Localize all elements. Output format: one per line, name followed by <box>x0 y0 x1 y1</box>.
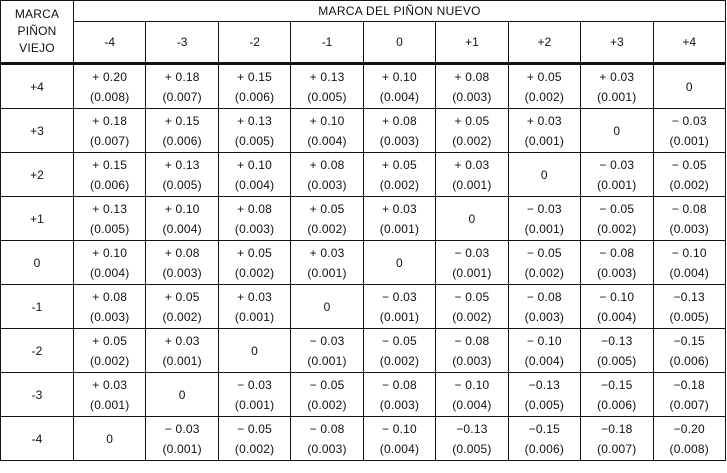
cell-mm-value: 0 <box>613 123 621 138</box>
table-row <box>1 373 726 417</box>
cell-mm-value: − 0.03 <box>599 157 635 172</box>
cell-inch-value: (0.002) <box>90 353 130 368</box>
table-cell <box>653 285 726 329</box>
cell-inch-value: (0.003) <box>597 265 637 280</box>
row-header: +1 <box>1 197 74 241</box>
cell-mm-value: + 0.13 <box>164 157 200 172</box>
cell-inch-value: (0.003) <box>90 309 130 324</box>
cell-inch-value: (0.004) <box>234 177 275 192</box>
cell-inch-value: (0.001) <box>234 397 275 412</box>
cell-mm-value: + 0.03 <box>454 157 490 172</box>
cell-mm-value: + 0.08 <box>92 289 128 304</box>
cell-inch-value: (0.006) <box>524 441 565 456</box>
table-cell <box>291 197 363 241</box>
cell-mm-value: + 0.18 <box>164 69 200 84</box>
table-cell <box>363 241 435 285</box>
table-cell <box>291 417 363 461</box>
cell-inch-value: (0.001) <box>379 221 420 236</box>
table-cell <box>218 285 290 329</box>
cell-mm-value: − 0.05 <box>671 157 707 172</box>
cell-mm-value: + 0.05 <box>92 333 128 348</box>
cell-mm-value: + 0.03 <box>92 377 128 392</box>
table-row <box>1 241 726 285</box>
cell-inch-value: (0.004) <box>162 221 202 236</box>
table-cell <box>581 197 653 241</box>
cell-inch-value: (0.005) <box>597 353 637 368</box>
table-body <box>1 64 726 461</box>
cell-mm-value: + 0.08 <box>382 113 417 128</box>
column-header: +3 <box>581 22 653 64</box>
cell-inch-value: (0.001) <box>524 221 565 236</box>
table-cell <box>581 417 653 461</box>
cell-inch-value: (0.007) <box>90 133 130 148</box>
cell-mm-value: −0.15 <box>601 377 633 392</box>
table-row <box>1 109 726 153</box>
cell-inch-value: (0.001) <box>452 265 492 280</box>
cell-inch-value: (0.003) <box>524 309 565 324</box>
table-cell <box>653 197 726 241</box>
table-cell <box>653 109 726 153</box>
cell-inch-value: (0.001) <box>669 133 709 148</box>
table-cell <box>653 241 726 285</box>
cell-mm-value: 0 <box>178 387 186 402</box>
table-row <box>1 329 726 373</box>
cell-inch-value: (0.008) <box>90 89 130 104</box>
table-cell <box>146 197 218 241</box>
row-header: 0 <box>1 241 74 285</box>
cell-inch-value: (0.005) <box>524 397 565 412</box>
table-title: MARCA DEL PIÑON NUEVO <box>74 1 726 22</box>
column-header: +1 <box>436 22 508 64</box>
table-cell <box>146 285 218 329</box>
table-cell <box>581 241 653 285</box>
table-cell <box>363 417 435 461</box>
table-cell <box>291 153 363 197</box>
cell-mm-value: − 0.10 <box>382 421 417 436</box>
cell-inch-value: (0.001) <box>452 177 492 192</box>
cell-mm-value: 0 <box>396 255 403 270</box>
cell-inch-value: (0.004) <box>90 265 130 280</box>
table-cell <box>436 64 508 109</box>
column-header-row <box>1 22 726 64</box>
table-row <box>1 64 726 109</box>
cell-mm-value: + 0.08 <box>237 201 273 216</box>
table-cell <box>508 153 580 197</box>
cell-inch-value: (0.002) <box>234 441 275 456</box>
cell-inch-value: (0.002) <box>162 309 202 324</box>
table-cell <box>291 373 363 417</box>
column-header: -3 <box>146 22 218 64</box>
row-header: -3 <box>1 373 74 417</box>
column-header: -4 <box>74 22 146 64</box>
table-cell <box>291 241 363 285</box>
cell-mm-value: 0 <box>468 211 476 226</box>
table-cell <box>218 417 290 461</box>
cell-mm-value: − 0.03 <box>309 333 345 348</box>
cell-inch-value: (0.001) <box>379 309 420 324</box>
cell-inch-value: (0.002) <box>234 265 275 280</box>
row-header: +3 <box>1 109 74 153</box>
cell-mm-value: − 0.05 <box>454 289 490 304</box>
table-cell <box>218 329 290 373</box>
cell-inch-value: (0.003) <box>452 89 492 104</box>
table-cell <box>436 417 508 461</box>
cell-mm-value: + 0.15 <box>164 113 200 128</box>
table-cell <box>74 417 146 461</box>
table-row <box>1 417 726 461</box>
table-cell <box>218 197 290 241</box>
cell-inch-value: (0.002) <box>452 309 492 324</box>
cell-mm-value: − 0.08 <box>382 377 417 392</box>
cell-mm-value: + 0.15 <box>237 69 273 84</box>
cell-inch-value: (0.003) <box>307 177 347 192</box>
cell-inch-value: (0.006) <box>669 353 709 368</box>
cell-mm-value: + 0.10 <box>92 245 128 260</box>
cell-inch-value: (0.001) <box>90 397 130 412</box>
cell-inch-value: (0.002) <box>307 221 347 236</box>
cell-inch-value: (0.004) <box>379 89 420 104</box>
cell-inch-value: (0.001) <box>162 353 202 368</box>
corner-line-1: MARCA <box>14 7 60 21</box>
table-cell <box>363 109 435 153</box>
corner-line-3: VIEJO <box>19 41 55 55</box>
table-cell <box>436 241 508 285</box>
table-row <box>1 153 726 197</box>
cell-mm-value: + 0.05 <box>237 245 273 260</box>
table-cell <box>74 64 146 109</box>
cell-mm-value: − 0.05 <box>382 333 417 348</box>
table-cell <box>508 241 580 285</box>
cell-mm-value: −0.13 <box>673 289 705 304</box>
cell-inch-value: (0.003) <box>307 441 347 456</box>
cell-inch-value: (0.005) <box>162 177 202 192</box>
table-cell <box>218 64 290 109</box>
cell-mm-value: + 0.18 <box>92 113 128 128</box>
cell-inch-value: (0.002) <box>307 397 347 412</box>
table-cell <box>653 64 726 109</box>
cell-mm-value: + 0.10 <box>309 113 345 128</box>
cell-inch-value: (0.006) <box>90 177 130 192</box>
table-cell <box>436 109 508 153</box>
cell-inch-value: (0.003) <box>379 397 420 412</box>
table-cell <box>508 373 580 417</box>
cell-inch-value: (0.004) <box>524 353 565 368</box>
cell-inch-value: (0.002) <box>597 221 637 236</box>
cell-inch-value: (0.003) <box>669 221 709 236</box>
table-cell <box>653 153 726 197</box>
table-cell <box>291 64 363 109</box>
table-cell <box>146 417 218 461</box>
cell-inch-value: (0.001) <box>597 89 637 104</box>
table-row <box>1 285 726 329</box>
cell-inch-value: (0.005) <box>90 221 130 236</box>
cell-mm-value: − 0.10 <box>526 333 562 348</box>
cell-mm-value: + 0.08 <box>309 157 345 172</box>
row-header: +2 <box>1 153 74 197</box>
cell-inch-value: (0.005) <box>307 89 347 104</box>
table-cell <box>74 241 146 285</box>
table-cell <box>218 373 290 417</box>
cell-mm-value: + 0.05 <box>309 201 345 216</box>
cell-mm-value: + 0.03 <box>237 289 273 304</box>
cell-inch-value: (0.006) <box>597 397 637 412</box>
cell-mm-value: 0 <box>323 299 331 314</box>
cell-mm-value: − 0.08 <box>599 245 635 260</box>
table-cell <box>653 329 726 373</box>
cell-inch-value: (0.001) <box>162 441 202 456</box>
table-cell <box>146 241 218 285</box>
table-cell <box>74 329 146 373</box>
table-cell <box>436 153 508 197</box>
table-cell <box>218 153 290 197</box>
cell-mm-value: + 0.03 <box>382 201 417 216</box>
column-header: 0 <box>363 22 435 64</box>
table-cell <box>74 109 146 153</box>
cell-inch-value: (0.006) <box>234 89 275 104</box>
cell-mm-value: − 0.03 <box>164 421 200 436</box>
cell-mm-value: − 0.10 <box>454 377 490 392</box>
cell-mm-value: 0 <box>540 167 548 182</box>
table-cell <box>581 373 653 417</box>
table-cell <box>363 329 435 373</box>
cell-inch-value: (0.005) <box>669 309 709 324</box>
table-cell <box>363 64 435 109</box>
cell-mm-value: −0.18 <box>673 377 705 392</box>
table-cell <box>146 64 218 109</box>
cell-inch-value: (0.003) <box>234 221 275 236</box>
corner-line-2: PIÑON <box>17 24 57 38</box>
cell-inch-value: (0.003) <box>162 265 202 280</box>
table-cell <box>291 329 363 373</box>
table-cell <box>436 373 508 417</box>
row-header: -2 <box>1 329 74 373</box>
cell-mm-value: + 0.08 <box>164 245 200 260</box>
table-cell <box>581 285 653 329</box>
cell-inch-value: (0.004) <box>669 265 709 280</box>
cell-inch-value: (0.004) <box>307 133 347 148</box>
row-header: -4 <box>1 417 74 461</box>
cell-mm-value: + 0.03 <box>164 333 200 348</box>
table-cell <box>74 197 146 241</box>
cell-mm-value: + 0.15 <box>92 157 128 172</box>
cell-inch-value: (0.007) <box>162 89 202 104</box>
table-cell <box>581 153 653 197</box>
table-cell <box>436 329 508 373</box>
cell-mm-value: −0.15 <box>528 421 561 436</box>
cell-mm-value: + 0.13 <box>309 69 345 84</box>
cell-mm-value: − 0.03 <box>454 245 490 260</box>
table-cell <box>291 285 363 329</box>
table-cell <box>653 373 726 417</box>
table-cell <box>146 373 218 417</box>
row-header: -1 <box>1 285 74 329</box>
cell-mm-value: + 0.13 <box>92 201 128 216</box>
table-cell <box>363 373 435 417</box>
cell-inch-value: (0.002) <box>524 89 565 104</box>
corner-header <box>1 1 74 64</box>
table-cell <box>508 109 580 153</box>
table-cell <box>508 197 580 241</box>
table-cell <box>581 64 653 109</box>
cell-inch-value: (0.002) <box>379 177 420 192</box>
cell-inch-value: (0.003) <box>379 133 420 148</box>
table-cell <box>363 285 435 329</box>
table-cell <box>74 373 146 417</box>
table-cell <box>436 197 508 241</box>
table-cell <box>581 109 653 153</box>
cell-inch-value: (0.001) <box>524 133 565 148</box>
cell-inch-value: (0.004) <box>452 397 492 412</box>
table-cell <box>653 417 726 461</box>
cell-mm-value: + 0.03 <box>599 69 635 84</box>
cell-inch-value: (0.007) <box>669 397 709 412</box>
cell-mm-value: −0.13 <box>528 377 561 392</box>
cell-mm-value: + 0.05 <box>382 157 417 172</box>
cell-inch-value: (0.007) <box>597 441 637 456</box>
cell-mm-value: 0 <box>106 431 114 446</box>
cell-mm-value: − 0.08 <box>309 421 345 436</box>
column-header: -1 <box>291 22 363 64</box>
cell-inch-value: (0.005) <box>452 441 492 456</box>
cell-inch-value: (0.002) <box>669 177 709 192</box>
cell-mm-value: + 0.13 <box>237 113 273 128</box>
cell-mm-value: + 0.10 <box>237 157 273 172</box>
cell-mm-value: − 0.05 <box>237 421 273 436</box>
table-cell <box>291 109 363 153</box>
cell-mm-value: + 0.10 <box>382 69 417 84</box>
table-cell <box>218 241 290 285</box>
cell-mm-value: + 0.20 <box>92 69 128 84</box>
cell-mm-value: − 0.03 <box>237 377 273 392</box>
cell-mm-value: + 0.10 <box>164 201 200 216</box>
cell-inch-value: (0.002) <box>379 353 420 368</box>
cell-mm-value: − 0.03 <box>382 289 417 304</box>
cell-mm-value: − 0.03 <box>671 113 707 128</box>
cell-inch-value: (0.002) <box>452 133 492 148</box>
table-cell <box>74 153 146 197</box>
cell-inch-value: (0.001) <box>597 177 637 192</box>
cell-mm-value: + 0.05 <box>526 69 562 84</box>
cell-inch-value: (0.001) <box>307 353 347 368</box>
cell-mm-value: −0.13 <box>601 333 633 348</box>
column-header: +2 <box>508 22 580 64</box>
cell-mm-value: − 0.03 <box>526 201 562 216</box>
cell-mm-value: − 0.08 <box>454 333 490 348</box>
table-cell <box>508 64 580 109</box>
table-row <box>1 197 726 241</box>
cell-inch-value: (0.001) <box>234 309 275 324</box>
cell-inch-value: (0.005) <box>234 133 275 148</box>
cell-inch-value: (0.008) <box>669 441 709 456</box>
cell-inch-value: (0.001) <box>307 265 347 280</box>
cell-inch-value: (0.003) <box>452 353 492 368</box>
cell-mm-value: − 0.10 <box>599 289 635 304</box>
cell-inch-value: (0.002) <box>524 265 565 280</box>
table-cell <box>436 285 508 329</box>
cell-mm-value: + 0.05 <box>454 113 490 128</box>
cell-mm-value: − 0.05 <box>309 377 345 392</box>
table-cell <box>74 285 146 329</box>
cell-mm-value: + 0.08 <box>454 69 490 84</box>
cell-inch-value: (0.004) <box>379 441 420 456</box>
cell-mm-value: −0.13 <box>456 421 488 436</box>
cell-mm-value: 0 <box>251 343 259 358</box>
table-cell <box>581 329 653 373</box>
table-cell <box>146 109 218 153</box>
table-cell <box>146 329 218 373</box>
cell-mm-value: + 0.03 <box>526 113 562 128</box>
cell-mm-value: + 0.05 <box>164 289 200 304</box>
cell-inch-value: (0.006) <box>162 133 202 148</box>
table-cell <box>508 329 580 373</box>
column-header: -2 <box>218 22 290 64</box>
cell-mm-value: + 0.03 <box>309 245 345 260</box>
table-cell <box>363 197 435 241</box>
table-cell <box>508 285 580 329</box>
table-cell <box>218 109 290 153</box>
cell-inch-value: (0.004) <box>597 309 637 324</box>
cell-mm-value: − 0.05 <box>599 201 635 216</box>
row-header: +4 <box>1 64 74 109</box>
cell-mm-value: −0.18 <box>601 421 633 436</box>
table-cell <box>508 417 580 461</box>
column-header: +4 <box>653 22 726 64</box>
cell-mm-value: −0.20 <box>673 421 705 436</box>
cell-mm-value: − 0.08 <box>526 289 562 304</box>
cell-mm-value: − 0.05 <box>526 245 562 260</box>
table-cell <box>146 153 218 197</box>
cell-mm-value: −0.15 <box>673 333 705 348</box>
cell-mm-value: − 0.10 <box>671 245 707 260</box>
cell-mm-value: 0 <box>685 79 693 94</box>
table-cell <box>363 153 435 197</box>
cell-mm-value: − 0.08 <box>671 201 707 216</box>
